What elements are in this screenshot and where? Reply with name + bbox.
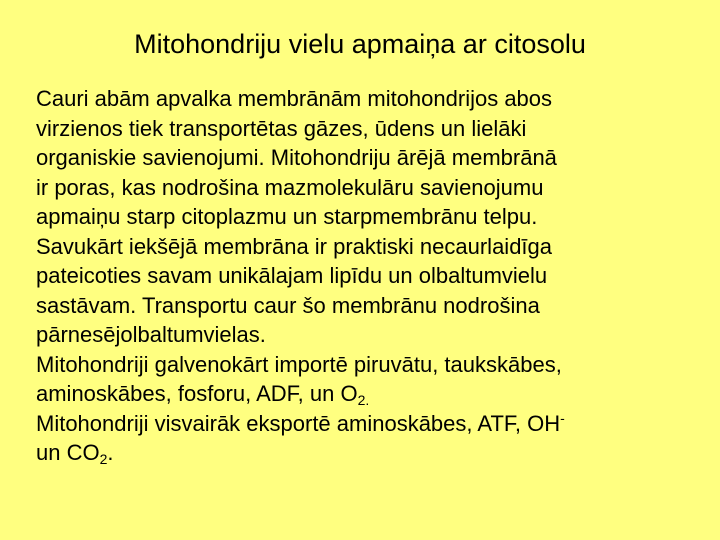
- body-line: Savukārt iekšējā membrāna ir praktiski necaurlaidīga: [36, 233, 553, 259]
- oxygen-subscript: 2.: [357, 392, 370, 408]
- body-line: sastāvam. Transportu caur šo membrānu nodrošina: [36, 292, 540, 318]
- hydroxide-superscript: -: [560, 409, 565, 426]
- export-line-continued: [36, 438, 696, 468]
- export-line-continued-text: un CO: [36, 440, 100, 465]
- body-line: ir poras, kas nodrošina mazmolekulāru savienojumu: [36, 174, 544, 200]
- export-line: [36, 409, 696, 439]
- slide-body: [36, 84, 696, 468]
- import-line-text: aminoskābes, fosforu, ADF, un O: [36, 381, 358, 406]
- sentence-end: .: [107, 440, 114, 465]
- import-line: [36, 379, 696, 409]
- body-line: organiskie savienojumi. Mitohondriju ārējā membrānā: [36, 145, 557, 170]
- slide-title: Mitohondriju vielu apmaiņa ar citosolu: [134, 29, 586, 59]
- body-line: pateicoties savam unikālajam lipīdu un olbaltumvielu: [36, 263, 548, 288]
- co2-subscript: 2: [99, 451, 108, 467]
- export-line-text: Mitohondriji visvairāk eksportē aminoskābes, ATF, OH: [36, 410, 561, 436]
- body-line: Mitohondriji galvenokārt importē piruvātu, taukskābes,: [36, 351, 562, 377]
- body-line: virzienos tiek transportētas gāzes, ūdens un lielāki: [36, 115, 527, 141]
- body-line: Cauri abām apvalka membrānām mitohondrijos abos: [36, 86, 553, 111]
- body-line: pārnesējolbaltumvielas.: [36, 322, 266, 347]
- body-line: apmaiņu starp citoplazmu un starpmembrānu telpu.: [36, 204, 538, 229]
